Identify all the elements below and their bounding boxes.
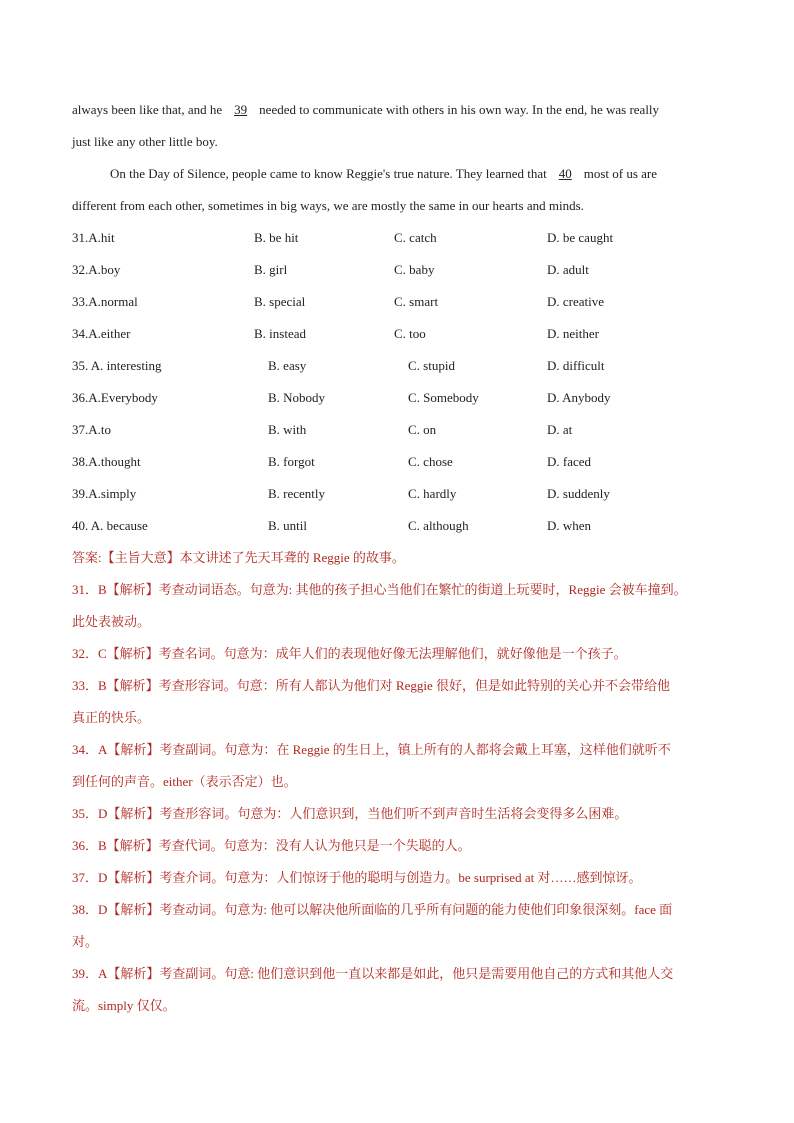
option-a: 31.A.hit [72,230,115,245]
option-b: B. until [268,518,308,533]
explanation-line: 流。simply 仅仅。 [72,998,176,1013]
option-row-39 [72,478,732,510]
option-a: 40. A. because [72,518,148,533]
option-row-31 [72,222,732,254]
explanation-line: 38．D【解析】考查动词。句意为: 他可以解决他所面临的几乎所有问题的能力使他们印象很深刻。face 面 [72,902,673,917]
blank-39: 39 [234,102,248,117]
option-row-36 [72,382,732,414]
option-c: C. baby [394,262,435,277]
option-d: D. faced [547,454,592,469]
option-b: B. special [254,294,306,309]
answer-options [72,222,732,542]
option-d: D. at [547,422,573,437]
passage-line [72,158,722,190]
answer-summary: 答案:【主旨大意】本文讲述了先天耳聋的 Reggie 的故事。 [72,550,405,565]
passage-text: different from each other, sometimes in big ways, we are mostly the same in our hearts and minds. [72,198,584,213]
option-b: B. be hit [254,230,299,245]
option-a: 39.A.simply [72,486,137,501]
option-a: 33.A.normal [72,294,138,309]
option-d: D. neither [547,326,599,341]
option-b: B. forgot [268,454,315,469]
passage-line [72,94,722,126]
option-b: B. easy [268,358,307,373]
passage-line [72,126,722,158]
passage-text: needed to communicate with others in his own way. In the end, he was really [259,102,660,117]
explanation-line: 真正的快乐。 [72,710,151,725]
passage-text: On the Day of Silence, people came to know Reggie's true nature. They learned that [110,166,547,181]
option-row-32 [72,254,732,286]
option-a: 38.A.thought [72,454,141,469]
passage-text: always been like that, and he [72,102,223,117]
option-d: D. Anybody [547,390,611,405]
option-b: B. girl [254,262,288,277]
option-a: 34.A.either [72,326,131,341]
blank-40: 40 [558,166,572,181]
option-b: B. instead [254,326,306,341]
explanation-line: 32．C【解析】考查名词。句意为：成年人们的表现他好像无法理解他们，就好像他是一个孩子。 [72,646,627,661]
option-d: D. adult [547,262,589,277]
option-a: 35. A. interesting [72,358,162,373]
explanation-line: 对。 [72,934,99,949]
option-c: C. stupid [408,358,455,373]
option-row-37 [72,414,732,446]
answer-explanations [72,542,724,1022]
option-c: C. hardly [408,486,457,501]
option-a: 36.A.Everybody [72,390,158,405]
option-c: C. smart [394,294,439,309]
explanation-line: 35．D【解析】考查形容词。句意为：人们意识到，当他们听不到声音时生活将会变得多么困难。 [72,806,628,821]
option-d: D. be caught [547,230,614,245]
option-d: D. suddenly [547,486,610,501]
option-d: D. creative [547,294,605,309]
option-d: D. difficult [547,358,605,373]
option-row-40 [72,510,732,542]
option-a: 32.A.boy [72,262,121,277]
explanation-line: 39．A【解析】考查副词。句意: 他们意识到他一直以来都是如此，他只是需要用他自己的方式和其他人交 [72,966,674,981]
explanation-line: 33．B【解析】考查形容词。句意：所有人都认为他们对 Reggie 很好，但是如此特别的关心并不会带给他 [72,678,670,693]
explanation-line: 36．B【解析】考查代词。句意为：没有人认为他只是一个失聪的人。 [72,838,471,853]
option-c: C. Somebody [408,390,479,405]
passage-text: just like any other little boy. [72,134,218,149]
explanation-line: 此处表被动。 [72,614,151,629]
option-c: C. on [408,422,437,437]
explanation-line: 到任何的声音。either（表示否定）也。 [72,774,297,789]
passage [72,94,722,222]
option-c: C. although [408,518,469,533]
option-b: B. recently [268,486,326,501]
option-a: 37.A.to [72,422,111,437]
option-b: B. with [268,422,307,437]
passage-line [72,190,722,222]
option-row-33 [72,286,732,318]
option-b: B. Nobody [268,390,326,405]
option-d: D. when [547,518,592,533]
explanation-line: 37．D【解析】考查介词。句意为：人们惊讶于他的聪明与创造力。be surprised at 对……感到惊讶。 [72,870,642,885]
option-c: C. catch [394,230,437,245]
passage-text: most of us are [583,166,658,181]
option-c: C. chose [408,454,453,469]
option-c: C. too [394,326,426,341]
explanation-line: 31．B【解析】考查动词语态。句意为: 其他的孩子担心当他们在繁忙的街道上玩要时，Reggie 会被车撞到。 [72,582,687,597]
option-row-35 [72,350,732,382]
option-row-34 [72,318,732,350]
option-row-38 [72,446,732,478]
explanation-line: 34．A【解析】考查副词。句意为：在 Reggie 的生日上，镇上所有的人都将会戴上耳塞，这样他们就听不 [72,742,671,757]
